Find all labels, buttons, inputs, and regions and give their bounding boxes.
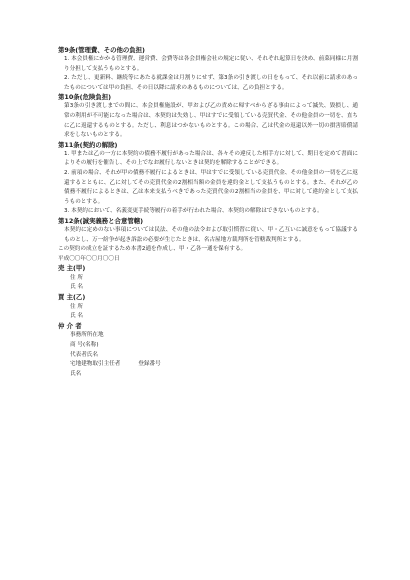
broker-agent-label: 宅地建物取引主任者 <box>70 361 121 368</box>
article-11-paragraph-3: 3. 本契約において、名義変更手続等履行の着手が行われた場合、本契約の解除はできないものとする。 <box>64 208 323 215</box>
contract-page <box>58 46 358 379</box>
closing-statement: この契約の成立を証するため本書2通を作成し、甲・乙各一通を保有する。 <box>58 246 247 253</box>
seller-title: 売 主(甲) <box>58 264 86 273</box>
seller-name-label: 氏 名 <box>70 284 83 291</box>
broker-title: 仲 介 者 <box>58 321 82 330</box>
broker-trade-name-label: 商 号(名称) <box>70 342 99 349</box>
article-9-heading: 第9条(管理費、その他の負担) <box>58 46 145 54</box>
buyer-name-label: 氏 名 <box>70 313 83 320</box>
article-12-paragraph-1: 本契約に定めのない事項については民法、その他の法令および取引慣習に従い、甲・乙互いに誠意をもって協議するものとし、万一紛争が起き訴訟の必要が生じたときは、名古屋地方裁判所を管轄裁判所とする。 <box>64 226 358 243</box>
broker-name-label: 氏名 <box>70 370 82 377</box>
article-11-paragraph-1: 1. 甲または乙の一方に本契約の債務不履行があった場合は、各々その違反した相手方に対して、期日を定めて書面によりその履行を催告し、その上でなお履行しないときは契約を解除することができる。 <box>64 150 358 167</box>
article-9-paragraph-2: 2. ただし、更新料、継続等にあたる就課金は月割りにせず、第3条の引き渡しの日をもって、それ以前に請求のあったものについては甲の負担、その日以降に請求のあるものについては、乙の負担とする。 <box>64 75 358 91</box>
article-10-heading: 第10条(危険負担) <box>58 93 112 102</box>
article-12-heading: 第12条(誠実義務と合意管轄) <box>58 216 144 225</box>
buyer-title: 買 主(乙) <box>58 293 86 302</box>
article-11-paragraph-2: 2. 前項の場合、それが甲の債務不履行によるときは、甲はすでに受領している売買代金、その他金員の一切を乙に返還するとともに、乙に対してその売買代金の2割相当額の金員を違約金として支払うものとする。また、それが乙の債務不履行によるときは、乙は本来支払うべきであった売買代金の2割相当の金員を、甲に対して違約金として支払うものとする。 <box>64 169 358 205</box>
buyer-address-label: 住 所 <box>70 303 83 310</box>
broker-registration-number-label: 登録番号 <box>138 361 161 368</box>
article-11-heading: 第11条(契約の解除) <box>58 140 118 149</box>
broker-office-label: 事務所所在地 <box>70 332 104 339</box>
article-9-paragraph-1: 1. 本会員権にかかる管理費、運営費、会費等は各会員権会社の規定に従い、それぞれ起算日を決め、前菜同様に月割り分担して支払うものとする。 <box>64 56 358 72</box>
article-10-paragraph-1: 第3条の引き渡しまでの間に、本会員権施設が、甲および乙の責めに帰すべからざる事由によって滅失、毀損し、通常の利用が不可能になった場合は、本契約は失効し、甲はすでに受領している売買代金、その他金員の一切を、直ちに乙に返還するものとする。ただし、利息はつかないものとする。この場合、乙は代金の返還以外一切の損害賠償請求をしないものとする。 <box>64 103 358 139</box>
contract-date: 平成〇〇年〇〇月〇〇日 <box>58 255 120 262</box>
seller-address-label: 住 所 <box>70 274 83 281</box>
broker-agent-row <box>58 360 358 370</box>
broker-representative-label: 代表者氏名 <box>70 351 98 358</box>
